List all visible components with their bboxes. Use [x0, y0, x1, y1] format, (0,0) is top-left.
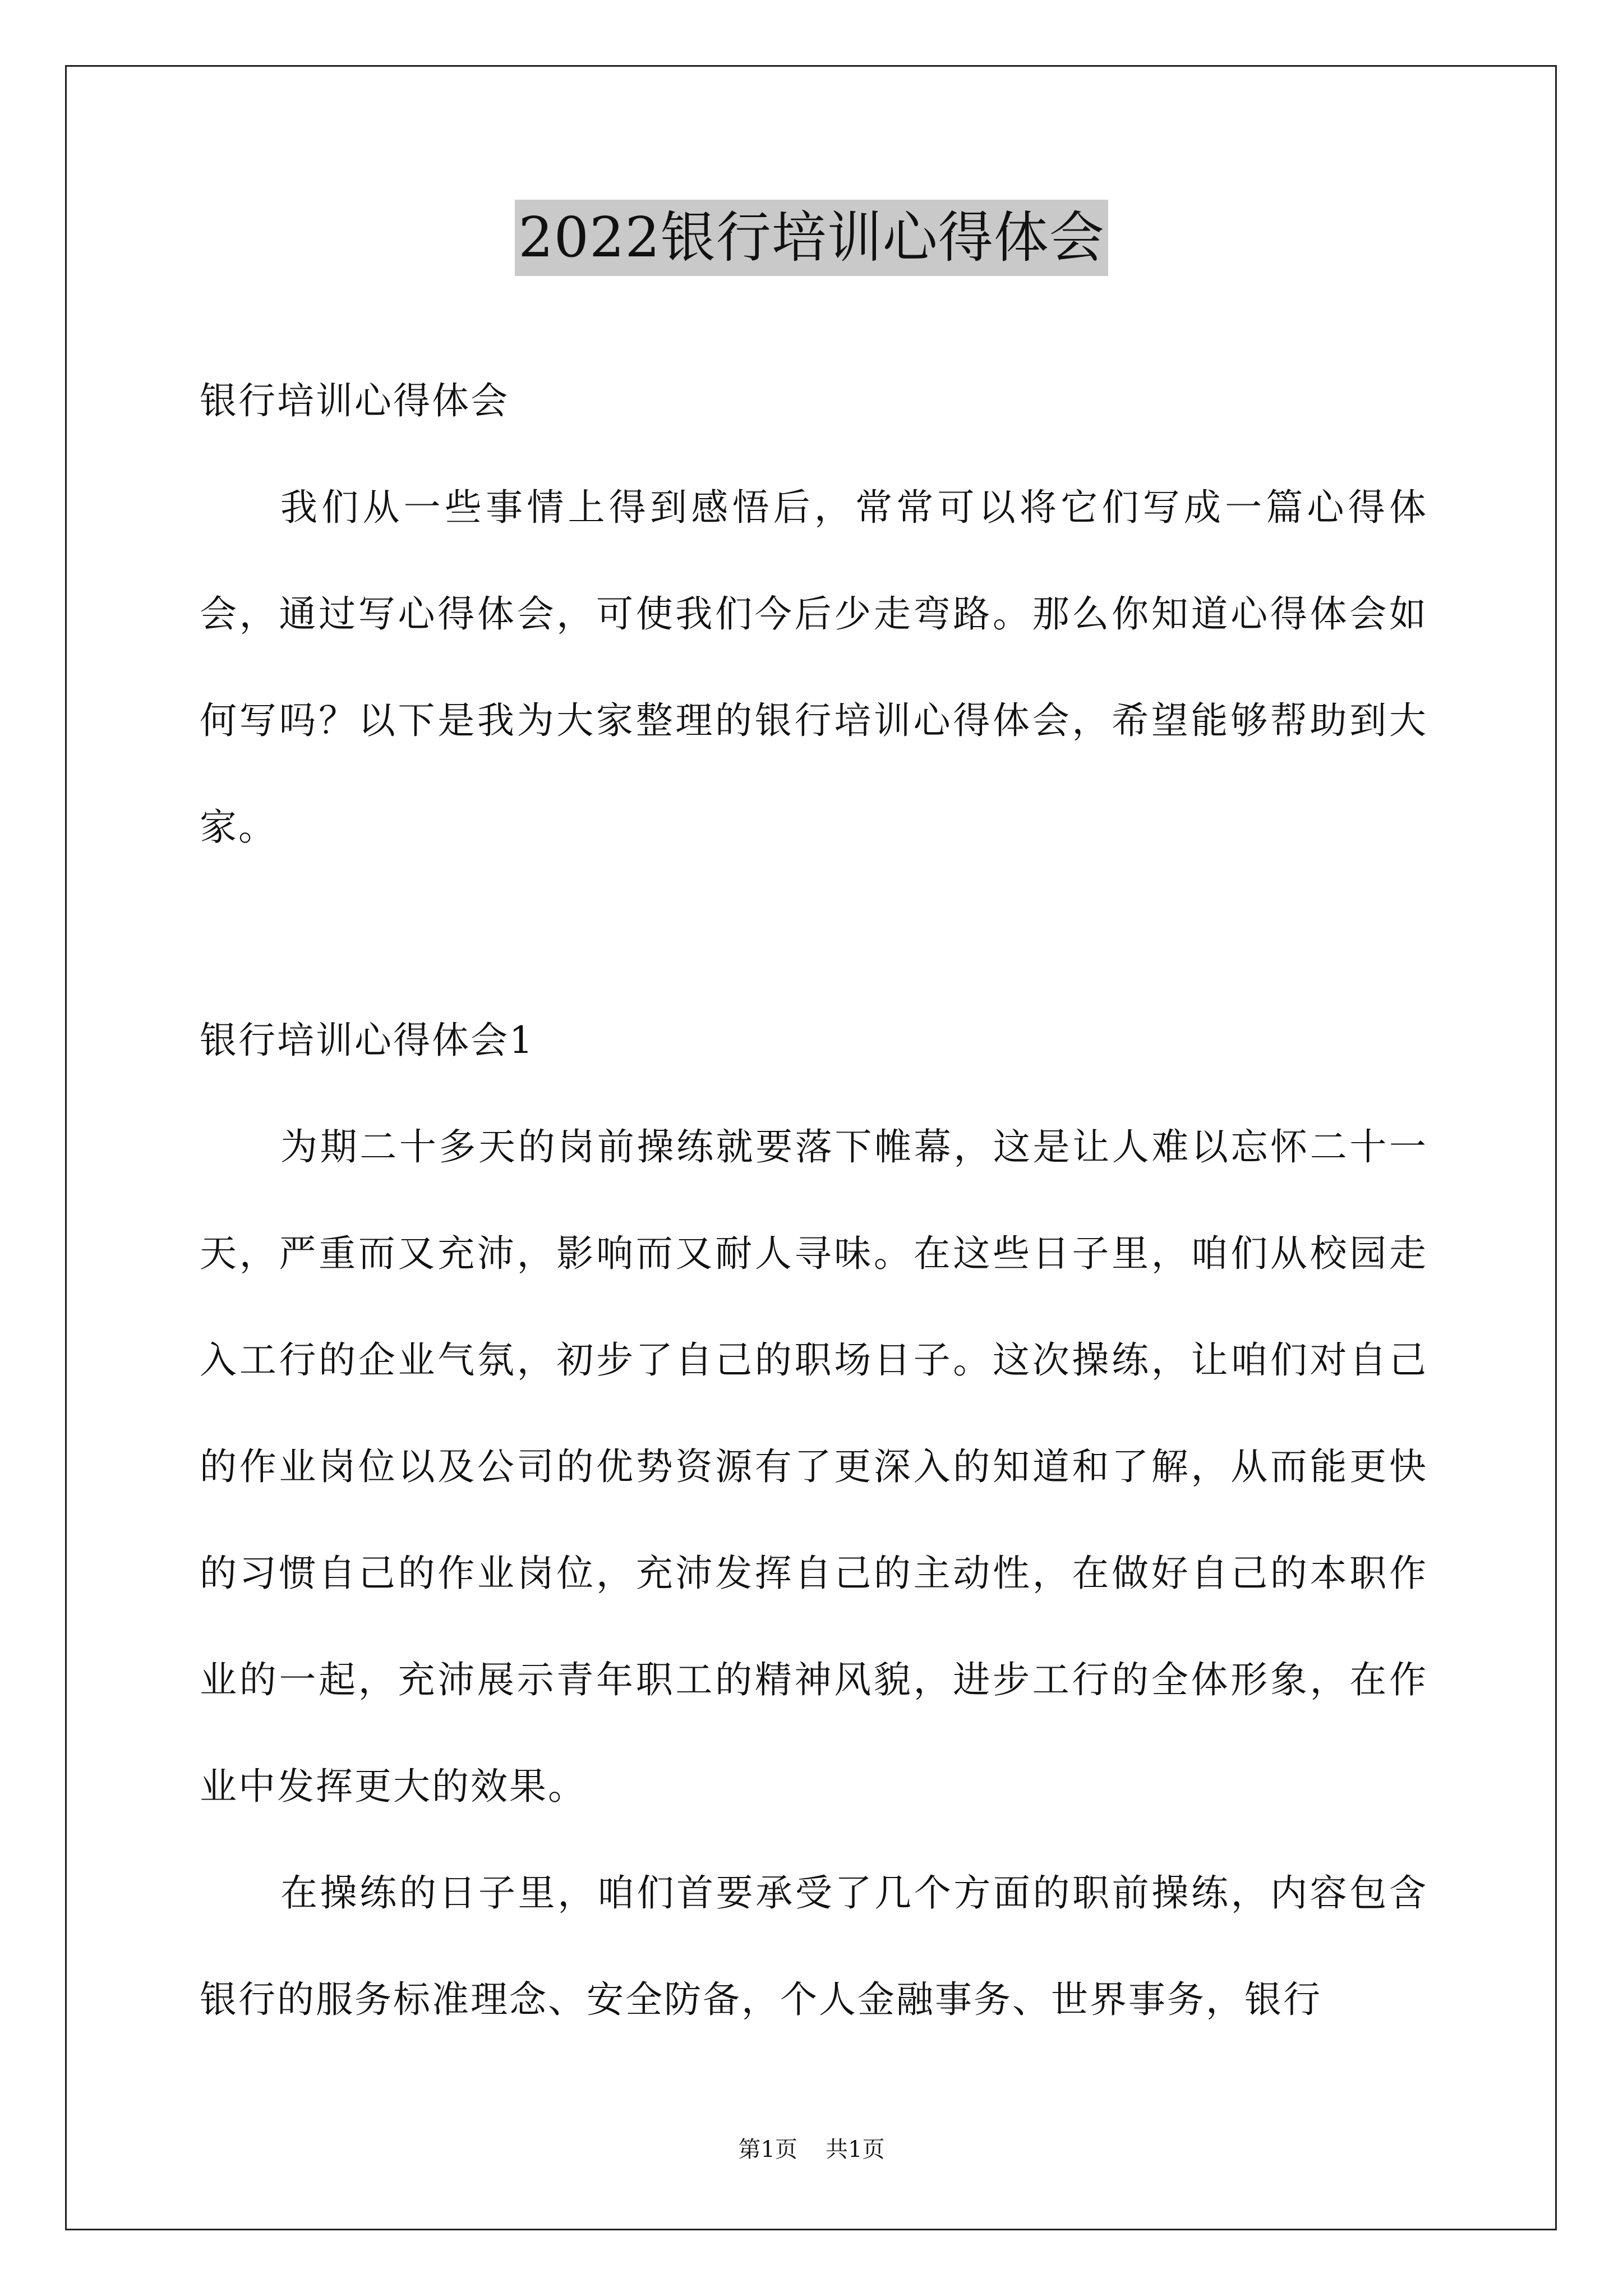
section1-heading: 银行培训心得体会1: [200, 1019, 534, 1062]
page-number: 第1页: [738, 2137, 797, 2162]
intro-heading: 银行培训心得体会: [200, 379, 509, 422]
document-title: 2022银行培训心得体会: [515, 200, 1108, 276]
section-spacer: [200, 881, 1428, 987]
section1-paragraph-1: 为期二十多天的岗前操练就要落下帷幕，这是让人难以忘怀二十一天，严重而又充沛，影响而又耐人寻味。在这些日子里，咱们从校园走入工行的企业气氛，初步了自己的职场日子。这次操练，让咱们对自己的作业岗位以及公司的优势资源有了更深入的知道和了解，从而能更快的习惯自己的作业岗位，充沛发挥自己的主动性，在做好自己的本职作业的一起，充沛展示青年职工的精神风貌，进步工行的全体形象，在作业中发挥更大的效果。: [200, 1125, 1428, 1808]
section1-paragraph-2: 在操练的日子里，咱们首要承受了几个方面的职前操练，内容包含银行的服务标准理念、安全防备，个人金融事务、世界事务，银行: [200, 1871, 1428, 2021]
title-container: [0, 200, 1623, 276]
page-total: 共1页: [826, 2137, 885, 2162]
document-body: [200, 348, 1428, 2053]
page-footer: [0, 2132, 1623, 2164]
intro-paragraph: 我们从一些事情上得到感悟后，常常可以将它们写成一篇心得体会，通过写心得体会，可使我们今后少走弯路。那么你知道心得体会如何写吗？以下是我为大家整理的银行培训心得体会，希望能够帮助到大家。: [200, 486, 1428, 849]
